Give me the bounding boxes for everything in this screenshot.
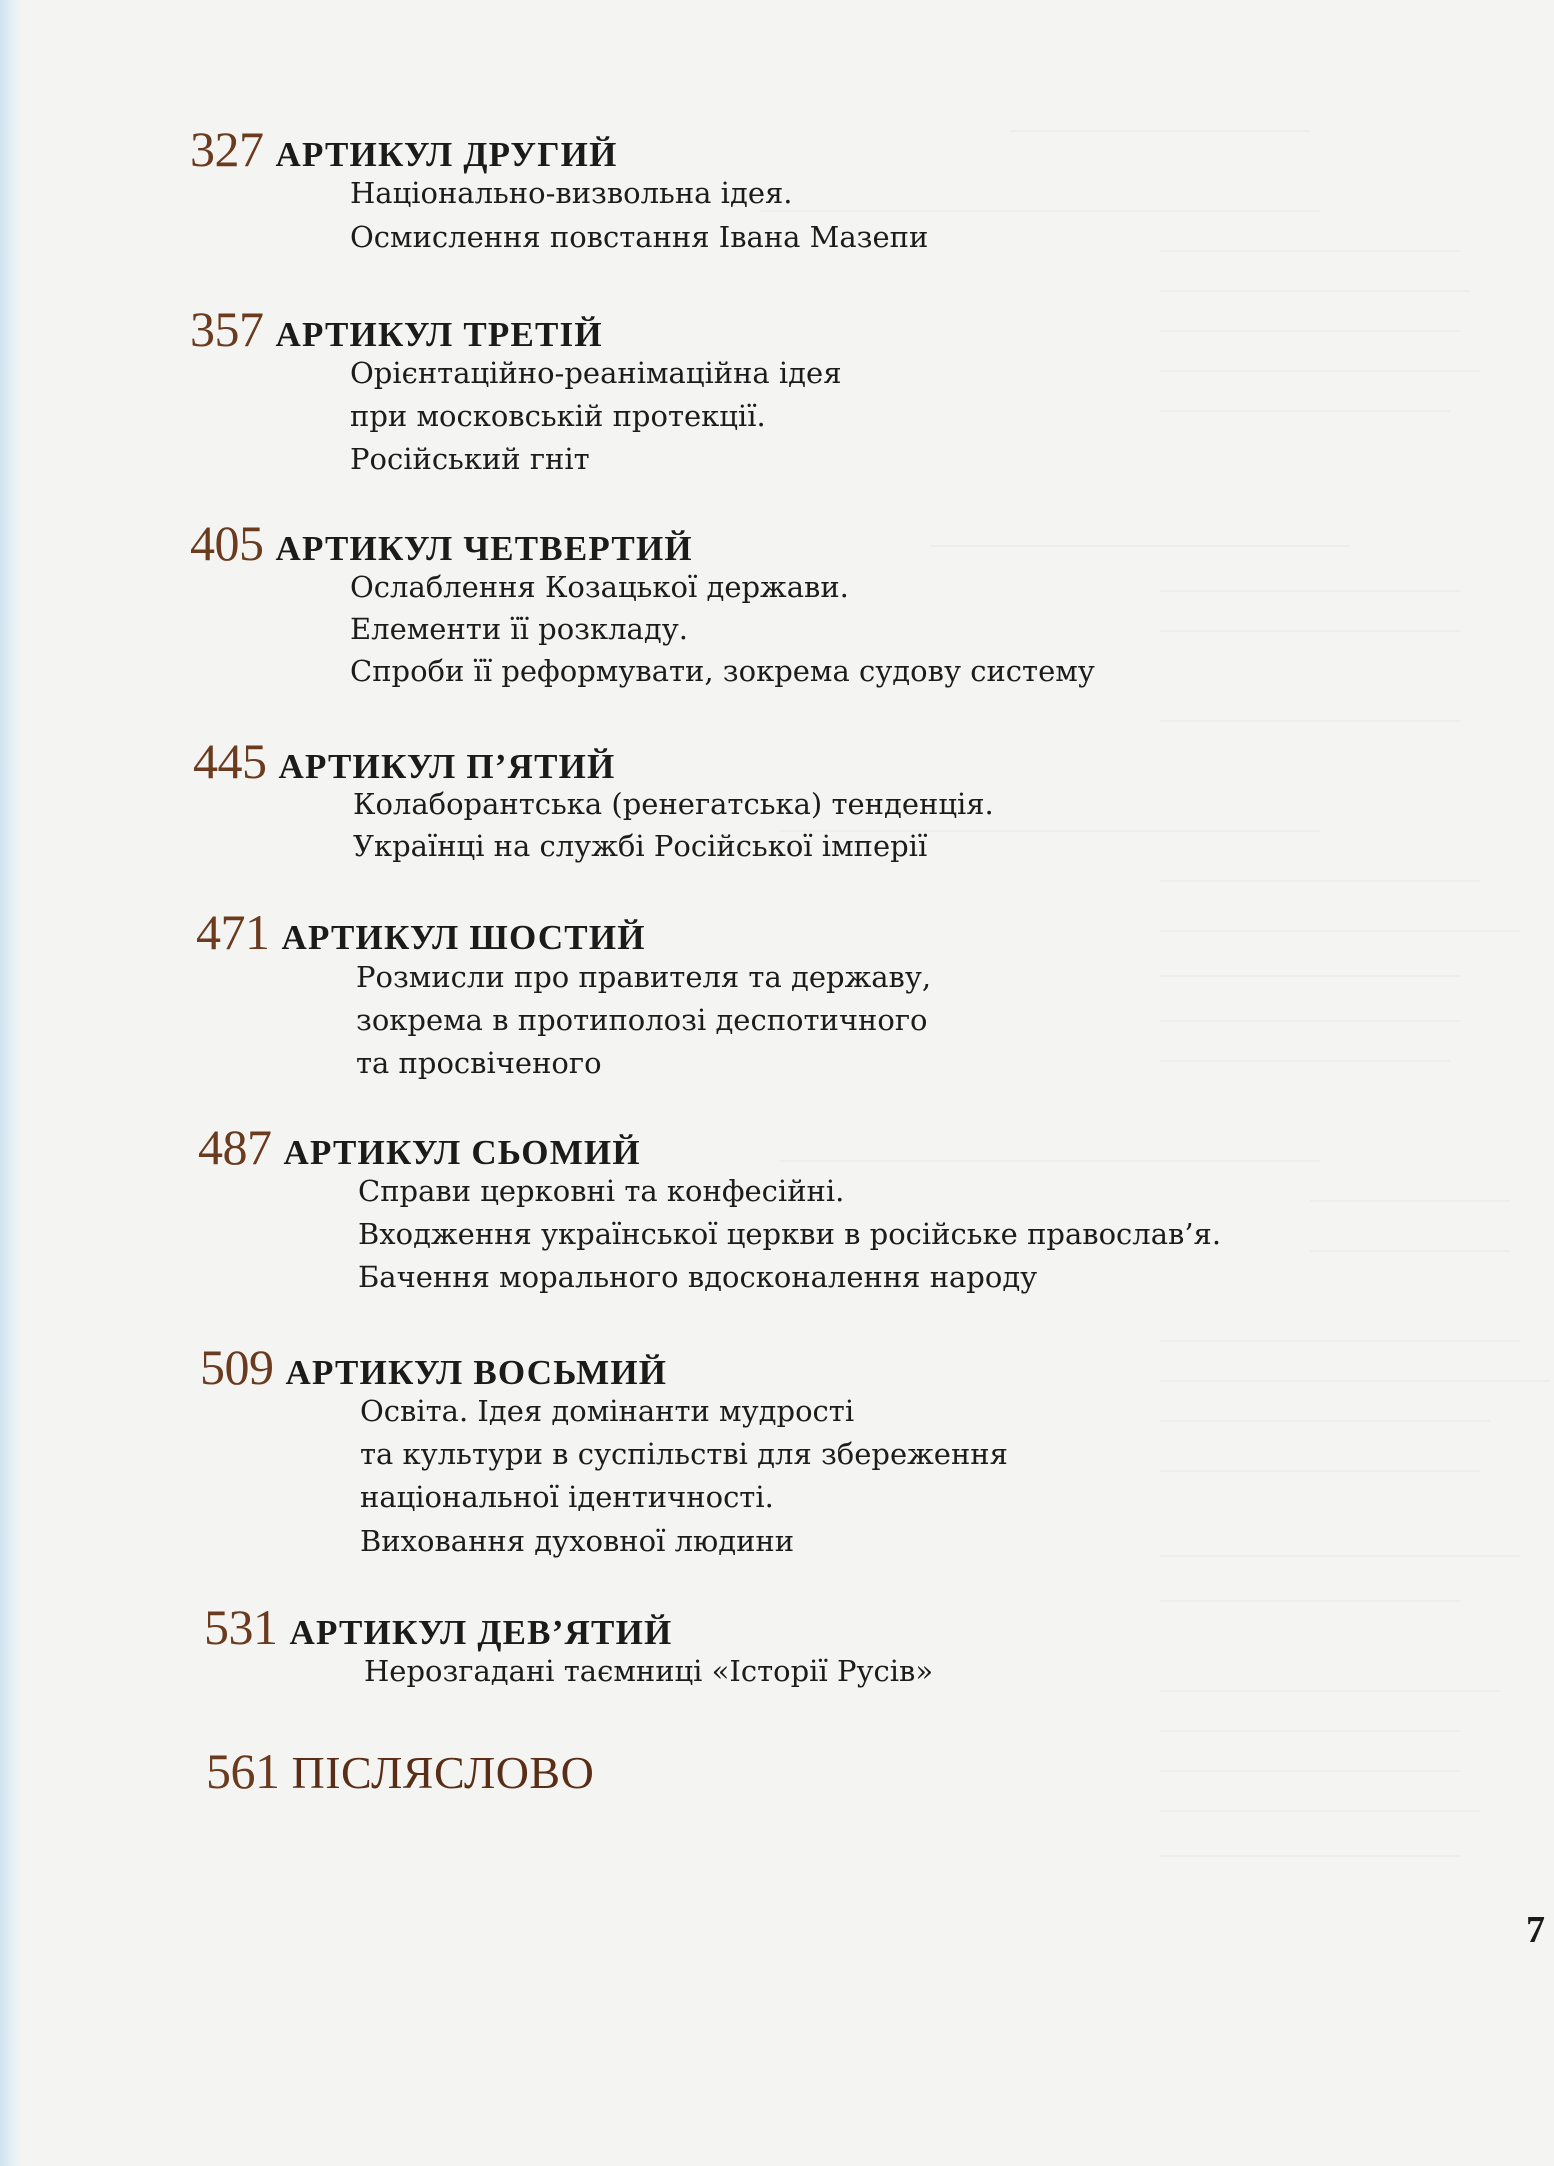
toc-page-number: 327 bbox=[190, 121, 264, 177]
toc-page-number: 471 bbox=[196, 904, 270, 960]
toc-entry-line: Виховання духовної людини bbox=[360, 1524, 795, 1558]
toc-entry-title: АРТИКУЛ П’ЯТИЙ bbox=[278, 747, 616, 786]
toc-entry-heading[interactable] bbox=[193, 732, 615, 790]
toc-entry-heading[interactable] bbox=[198, 1118, 641, 1176]
toc-entry-line: зокрема в протиполозі деспотичного bbox=[356, 1003, 928, 1037]
toc-entry bbox=[198, 1118, 1222, 1294]
toc-entry bbox=[206, 1742, 594, 1800]
toc-entry-line: Ослаблення Козацької держави. bbox=[350, 570, 849, 604]
toc-page-number: 487 bbox=[198, 1119, 272, 1175]
toc-entry-line: Колаборантська (ренегатська) тенденція. bbox=[353, 787, 994, 821]
toc-entry-line: Справи церковні та конфесійні. bbox=[358, 1174, 845, 1208]
toc-entry-title: ПІСЛЯСЛОВО bbox=[291, 1747, 595, 1798]
toc-entry-line: Входження української церкви в російське православ’я. bbox=[358, 1217, 1222, 1251]
toc-page-number: 509 bbox=[200, 1339, 274, 1395]
toc-entry-line: Українці на службі Російської імперії bbox=[353, 829, 928, 863]
toc-entry-line: Бачення морального вдосконалення народу bbox=[358, 1260, 1038, 1294]
toc-page-number: 561 bbox=[206, 1743, 280, 1799]
toc-entry-line: Орієнтаційно-реанімаційна ідея bbox=[350, 356, 842, 390]
page-edge-shadow bbox=[0, 0, 22, 2166]
toc-page-number: 531 bbox=[204, 1599, 278, 1655]
toc-entry-line: Освіта. Ідея домінанти мудрості bbox=[360, 1394, 855, 1428]
toc-entry-heading[interactable] bbox=[190, 514, 693, 572]
toc-entry-heading[interactable] bbox=[190, 300, 603, 358]
toc-page-number: 405 bbox=[190, 515, 264, 571]
toc-entry-heading[interactable] bbox=[196, 903, 646, 961]
toc-entry-line: Розмисли про правителя та державу, bbox=[356, 960, 932, 994]
toc-entry-line: Спроби її реформувати, зокрема судову систему bbox=[350, 654, 1095, 688]
toc-entry-title: АРТИКУЛ ТРЕТІЙ bbox=[275, 315, 603, 354]
toc-entry-line: при московській протекції. bbox=[350, 399, 766, 433]
toc-page-number: 445 bbox=[193, 733, 267, 789]
toc-entry-heading[interactable] bbox=[190, 120, 618, 178]
toc-entry bbox=[190, 300, 842, 476]
toc-entry-line: національної ідентичності. bbox=[360, 1480, 774, 1514]
toc-entry-title: АРТИКУЛ ДРУГИЙ bbox=[275, 135, 618, 174]
toc-entry-line: Елементи її розкладу. bbox=[350, 612, 688, 646]
toc-entry-line: Осмислення повстання Івана Мазепи bbox=[350, 220, 929, 254]
toc-entry-line: та просвіченого bbox=[356, 1046, 602, 1080]
toc-entry-heading[interactable] bbox=[206, 1742, 594, 1800]
toc-entry bbox=[190, 514, 1095, 688]
toc-entry-line: Національно-визвольна ідея. bbox=[350, 176, 793, 210]
toc-entry bbox=[200, 1338, 1008, 1558]
toc-entry bbox=[204, 1598, 934, 1688]
toc-entry bbox=[196, 903, 932, 1080]
toc-entry-title: АРТИКУЛ СЬОМИЙ bbox=[283, 1133, 641, 1172]
toc-entry-title: АРТИКУЛ ЧЕТВЕРТИЙ bbox=[275, 529, 693, 568]
toc-entry bbox=[193, 732, 994, 863]
page-number: 7 bbox=[1526, 1909, 1545, 1951]
toc-entry-heading[interactable] bbox=[204, 1598, 672, 1656]
toc-entry-line: Нерозгадані таємниці «Історії Русів» bbox=[364, 1654, 934, 1688]
toc-entry-heading[interactable] bbox=[200, 1338, 667, 1396]
toc-entry-line: та культури в суспільстві для збереження bbox=[360, 1437, 1008, 1471]
toc-entry bbox=[190, 120, 929, 254]
toc-entry-title: АРТИКУЛ ШОСТИЙ bbox=[281, 918, 646, 957]
toc-entry-title: АРТИКУЛ ВОСЬМИЙ bbox=[285, 1353, 668, 1392]
toc-entry-line: Російський гніт bbox=[350, 442, 590, 476]
toc-page-number: 357 bbox=[190, 301, 264, 357]
toc-entry-title: АРТИКУЛ ДЕВ’ЯТИЙ bbox=[289, 1613, 673, 1652]
